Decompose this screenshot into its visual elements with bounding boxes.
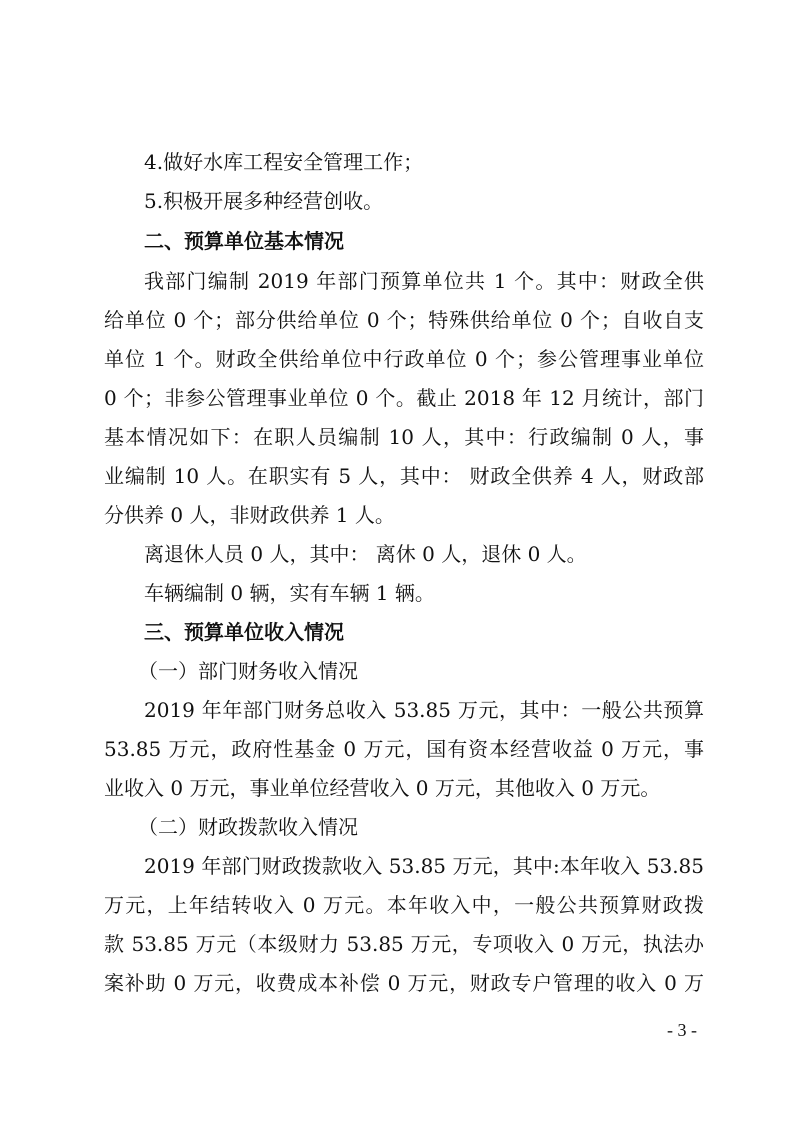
paragraph-line: 2019 年年部门财务总收入 53.85 万元，其中：一般公共预算	[144, 698, 704, 722]
paragraph-line: 0 个；非参公管理事业单位 0 个。截止 2018 年 12 月统计，部门	[104, 386, 704, 410]
section-heading-2: 二、预算单位基本情况	[144, 229, 344, 253]
paragraph-line: 单位 1 个。财政全供给单位中行政单位 0 个；参公管理事业单位	[104, 347, 704, 371]
paragraph-item-5: 5.积极开展多种经营创收。	[144, 189, 384, 213]
paragraph-line: 款 53.85 万元（本级财力 53.85 万元，专项收入 0 万元，执法办	[104, 932, 704, 956]
paragraph-item-4: 4.做好水库工程安全管理工作；	[144, 150, 424, 174]
paragraph-line: 2019 年部门财政拨款收入 53.85 万元，其中:本年收入 53.85	[144, 854, 704, 878]
paragraph-line: 业收入 0 万元，事业单位经营收入 0 万元，其他收入 0 万元。	[104, 776, 661, 800]
subsection-heading-1: （一）部门财务收入情况	[138, 659, 358, 683]
paragraph-line: 车辆编制 0 辆，实有车辆 1 辆。	[144, 581, 435, 605]
paragraph-line: 53.85 万元，政府性基金 0 万元，国有资本经营收益 0 万元，事	[104, 737, 704, 761]
paragraph-line: 业编制 10 人。在职实有 5 人，其中： 财政全供养 4 人，财政部	[104, 464, 704, 488]
subsection-heading-2: （二）财政拨款收入情况	[138, 815, 358, 839]
paragraph-line: 给单位 0 个；部分供给单位 0 个；特殊供给单位 0 个；自收自支	[104, 308, 704, 332]
paragraph-line: 我部门编制 2019 年部门预算单位共 1 个。其中：财政全供	[144, 269, 704, 293]
paragraph-line: 离退休人员 0 人，其中： 离休 0 人，退休 0 人。	[144, 542, 587, 566]
section-heading-3: 三、预算单位收入情况	[144, 620, 344, 644]
paragraph-line: 万元，上年结转收入 0 万元。本年收入中，一般公共预算财政拨	[104, 893, 704, 917]
paragraph-line: 案补助 0 万元，收费成本补偿 0 万元，财政专户管理的收入 0 万	[104, 971, 704, 995]
paragraph-line: 基本情况如下：在职人员编制 10 人，其中：行政编制 0 人，事	[104, 425, 704, 449]
paragraph-line: 分供养 0 人，非财政供养 1 人。	[104, 503, 395, 527]
page-number: - 3 -	[667, 1020, 697, 1040]
